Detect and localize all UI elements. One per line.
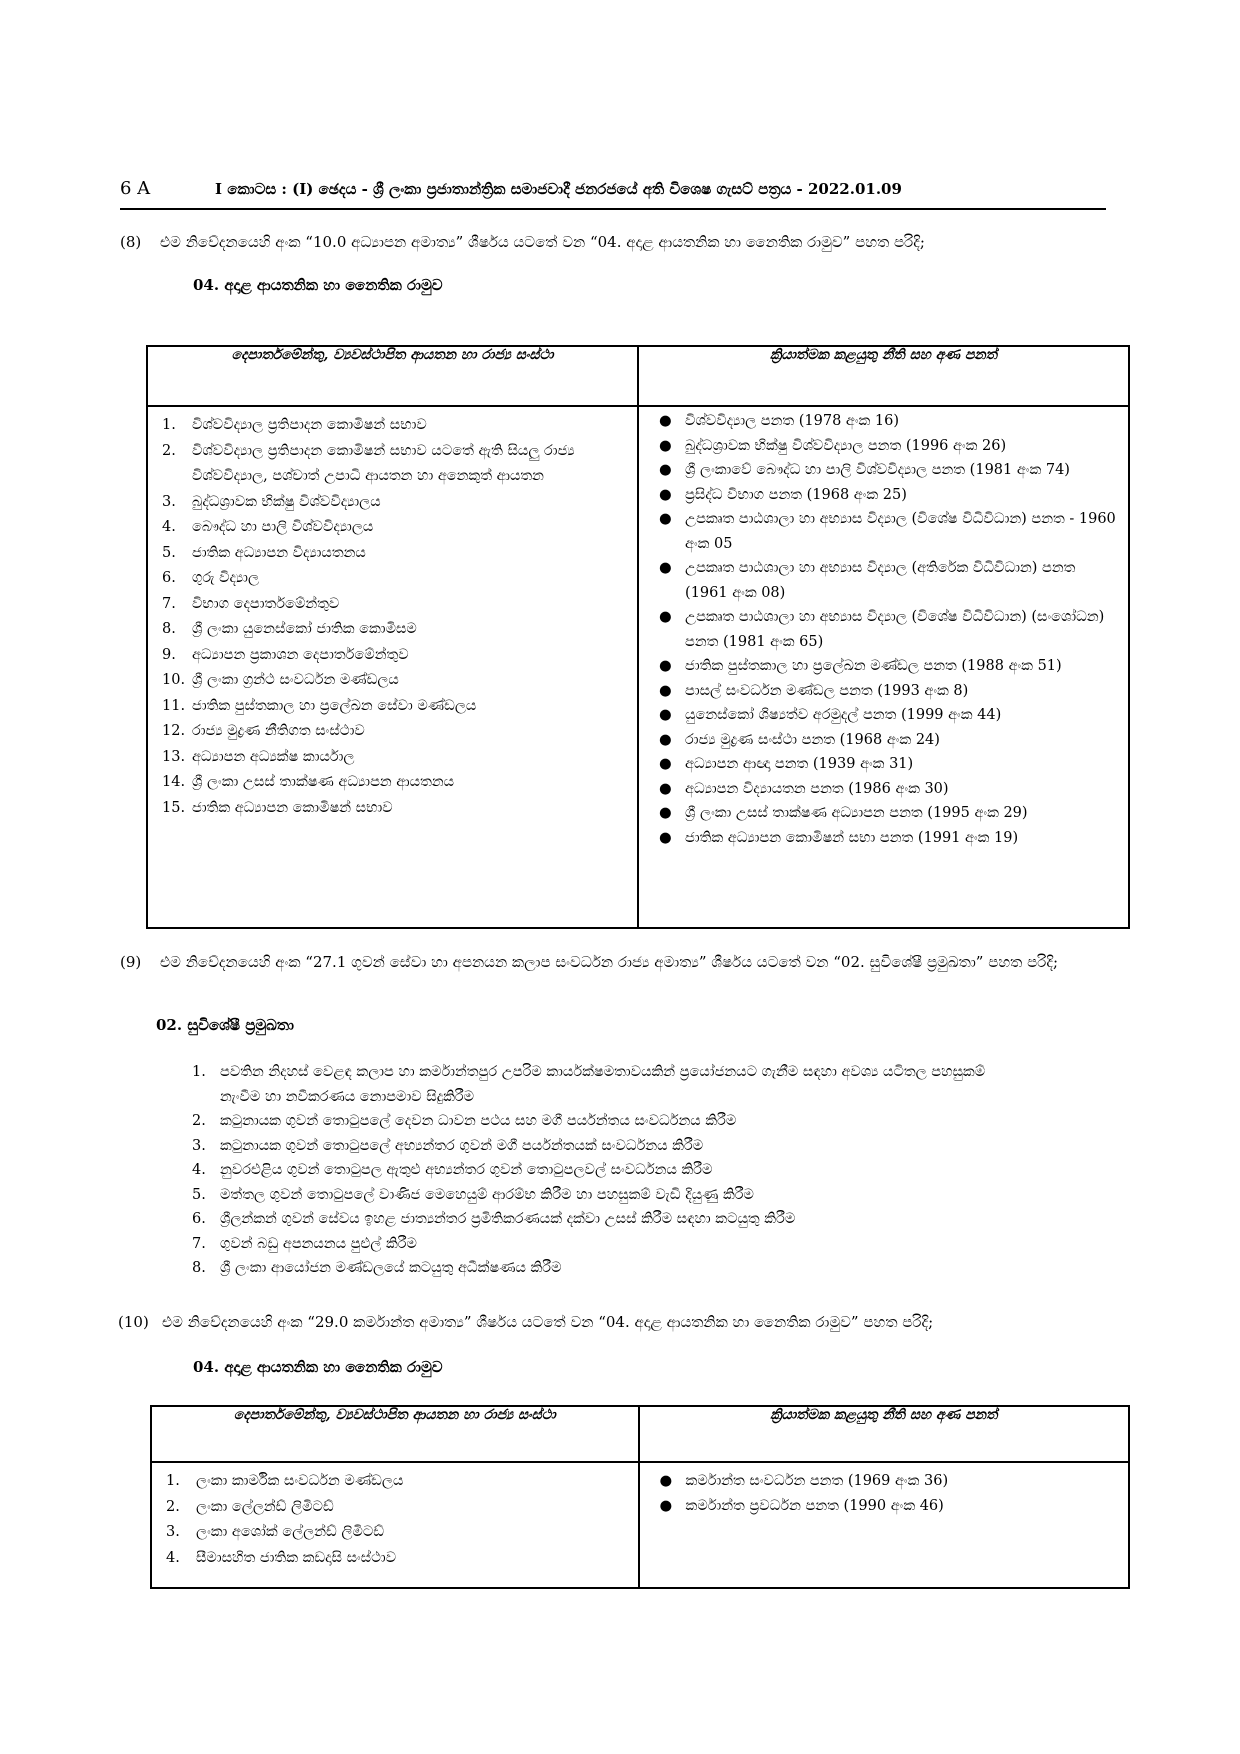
priority-item-number: 4. bbox=[192, 1162, 206, 1178]
bullet-icon: ● bbox=[659, 560, 672, 576]
institution-item-text: බුද්ධශ්‍රාවක භික්ෂු විශ්වවිද්‍යාලය bbox=[192, 493, 381, 510]
item-8-paragraph bbox=[120, 230, 1120, 256]
item-10-col1-header-text: දෙපාර්තමේන්තු, ව්‍යවස්ථාපිත ආයතන හා රාජ්‍ය සංස්ථා bbox=[233, 1407, 556, 1423]
item-8-acts-cell bbox=[638, 406, 1129, 928]
item-9-text: එම නිවේදනයෙහි අංක “27.1 ගුවන් සේවා හා අපනයන කලාප සංවර්ධන රාජ්‍ය අමාත්‍ය” ශීර්ෂය යටතේ වන “02. සුවිශේෂී ප්‍රමුඛතා” පහත පරිදි; bbox=[160, 953, 1059, 971]
act-item-text: බුද්ධශ්‍රාවක භික්ෂු විශ්වවිද්‍යාල පනත (1996 අංක 26) bbox=[685, 437, 1007, 454]
institution-list-item bbox=[166, 1520, 630, 1546]
bullet-icon: ● bbox=[659, 462, 672, 478]
institution-list-item bbox=[166, 1546, 630, 1572]
item-10-number: (10) bbox=[118, 1313, 149, 1331]
act-list-item bbox=[655, 409, 1118, 434]
act-item-text: ජාතික අධ්‍යාපන කොමිෂන් සභා පනත (1991 අංක 19) bbox=[685, 829, 1019, 846]
priority-list-item bbox=[192, 1109, 992, 1134]
page-header bbox=[120, 178, 1106, 210]
item-9-heading: 02. සුවිශේෂී ප්‍රමුඛතා bbox=[156, 1016, 294, 1034]
act-list-item bbox=[655, 801, 1118, 826]
item-10-institutions-cell bbox=[151, 1462, 639, 1588]
item-10-paragraph bbox=[118, 1310, 1128, 1336]
item-8-col2-header: ක්‍රියාත්මක කළයුතු නීති සහ අණ පනත් bbox=[638, 346, 1129, 406]
act-list-item bbox=[656, 1494, 1118, 1519]
institution-item-text: සීමාසහිත ජාතික කඩදාසි සංස්ථාව bbox=[196, 1549, 397, 1566]
item-8-institutions-list bbox=[148, 407, 637, 821]
priority-item-number: 1. bbox=[192, 1064, 206, 1080]
bullet-icon: ● bbox=[659, 682, 672, 699]
institution-list-item bbox=[162, 719, 629, 745]
priority-list-item bbox=[192, 1158, 992, 1183]
institution-item-text: රාජ්‍ය මුද්‍රණ නීතිගත සංස්ථාව bbox=[192, 723, 365, 739]
act-list-item bbox=[655, 752, 1118, 777]
institution-item-text: ශ්‍රී ලංකා උසස් තාක්ෂණ අධ්‍යාපන ආයතනය bbox=[192, 774, 455, 790]
bullet-icon: ● bbox=[659, 1473, 673, 1489]
institution-item-text: ලංකා අශෝක් ලේලන්ඩ් ලිමිටඩ් bbox=[196, 1524, 385, 1540]
institution-list-item bbox=[162, 745, 629, 771]
institution-list-item bbox=[162, 668, 629, 694]
institution-item-text: ජාතික පුස්තකාල හා ප්‍රලේඛන සේවා මණ්ඩලය bbox=[192, 697, 477, 714]
institution-item-number: 11. bbox=[162, 697, 186, 714]
act-list-item bbox=[655, 703, 1118, 728]
gazette-title: I කොටස : (I) ඡෙදය - ශ්‍රී ලංකා ප්‍රජාතාන්ත්‍රික සමාජවාදී ජනරජයේ අති විශෙෂ ගැසට් පත්‍රය - 2022.01.09 bbox=[215, 180, 902, 198]
institution-list-item bbox=[162, 643, 629, 669]
item-8-institutions-cell bbox=[147, 406, 638, 928]
institution-item-number: 10. bbox=[162, 672, 186, 688]
act-list-item bbox=[655, 679, 1118, 704]
institution-list-item bbox=[162, 413, 629, 439]
item-8-framework-table bbox=[146, 345, 1130, 929]
bullet-icon: ● bbox=[659, 486, 672, 503]
act-list-item bbox=[655, 654, 1118, 679]
bullet-icon: ● bbox=[659, 1497, 673, 1514]
institution-list-item bbox=[162, 770, 629, 796]
priority-list-item bbox=[192, 1232, 992, 1257]
bullet-icon: ● bbox=[659, 413, 672, 429]
institution-list-item bbox=[166, 1495, 630, 1521]
priority-list-item bbox=[192, 1134, 992, 1159]
institution-list-item bbox=[162, 617, 629, 643]
bullet-icon: ● bbox=[659, 756, 672, 772]
act-list-item bbox=[655, 826, 1118, 851]
institution-item-text: ලංකා කාර්මික සංවර්ධන මණ්ඩලය bbox=[196, 1473, 404, 1489]
act-item-text: කර්මාන්ත ප්‍රවර්ධන පනත (1990 අංක 46) bbox=[685, 1497, 944, 1514]
bullet-icon: ● bbox=[659, 707, 672, 723]
institution-list-item bbox=[162, 490, 629, 516]
priority-list-item bbox=[192, 1183, 992, 1208]
institution-item-text: අධ්‍යාපන ප්‍රකාශන දෙපාර්තමේන්තුව bbox=[192, 646, 409, 663]
item-10-col2-header: ක්‍රියාත්මක කළයුතු නීති සහ අණ පනත් bbox=[639, 1406, 1129, 1462]
item-8-text: එම නිවේදනයෙහි අංක “10.0 අධ්‍යාපන අමාත්‍ය” ශීර්ෂය යටතේ වන “04. අදාළ ආයතනික හා නෛතික රාමුව” පහත පරිදි; bbox=[160, 233, 925, 251]
priority-item-text: ගුවන් බඩු අපනයනය පුළුල් කිරීම bbox=[220, 1235, 417, 1252]
bullet-icon: ● bbox=[659, 437, 672, 454]
institution-item-number: 8. bbox=[162, 621, 176, 637]
item-10-heading: 04. අදාළ ආයතනික හා නෛතික රාමුව bbox=[193, 1358, 443, 1376]
item-8-acts-list bbox=[639, 407, 1128, 850]
institution-item-number: 3. bbox=[162, 493, 176, 510]
institution-list-item bbox=[166, 1469, 630, 1495]
act-list-item bbox=[655, 605, 1118, 654]
bullet-icon: ● bbox=[659, 658, 672, 674]
item-8-col1-header: දෙපාර්තමේන්තු, ව්‍යවස්ථාපිත ආයතන හා රාජ්‍ය සංස්ථා bbox=[147, 346, 638, 406]
act-list-item bbox=[655, 434, 1118, 459]
priority-item-text: නුවරඑළිය ගුවන් තොටුපල ඇතුළු අභ්‍යන්තර ගුවන් තොටුපලවල් සංවර්ධනය කිරීම bbox=[220, 1162, 713, 1178]
institution-item-number: 9. bbox=[162, 646, 176, 663]
institution-item-number: 3. bbox=[166, 1524, 180, 1540]
priority-item-number: 6. bbox=[192, 1211, 206, 1227]
bullet-icon: ● bbox=[659, 780, 672, 797]
priority-item-number: 8. bbox=[192, 1260, 206, 1276]
institution-list-item bbox=[162, 515, 629, 541]
act-item-text: ශ්‍රී ලංකා උසස් තාක්ෂණ අධ්‍යාපන පනත (1995 අංක 29) bbox=[685, 805, 1028, 821]
act-list-item bbox=[655, 507, 1118, 556]
institution-item-text: විශ්වවිද්‍යාල ප්‍රතිපාදන කොමිෂන් සභාව bbox=[192, 417, 427, 433]
bullet-icon: ● bbox=[659, 805, 672, 821]
priority-item-number: 2. bbox=[192, 1113, 206, 1129]
act-item-text: රාජ්‍ය මුද්‍රණ සංස්ථා පනත (1968 අංක 24) bbox=[685, 731, 940, 748]
act-list-item bbox=[655, 777, 1118, 802]
priority-item-number: 3. bbox=[192, 1137, 206, 1154]
institution-item-text: විභාග දෙපාර්තමේන්තුව bbox=[192, 595, 340, 612]
institution-item-text: විශ්වවිද්‍යාල ප්‍රතිපාදන කොමිෂන් සභාව යටතේ ඇති සියලු රාජ්‍ය විශ්වවිද්‍යාල, පශ්චාත් උපාධි ආයතන හා අනෙකුත් ආයතන bbox=[192, 442, 575, 484]
act-item-text: ප්‍රසිද්ධ විභාග පනත (1968 අංක 25) bbox=[685, 486, 907, 503]
institution-item-number: 6. bbox=[162, 570, 176, 586]
bullet-icon: ● bbox=[659, 609, 672, 625]
institution-item-text: ශ්‍රී ලංකා ග්‍රන්ථ සංවර්ධන මණ්ඩලය bbox=[192, 672, 399, 688]
institution-list-item bbox=[162, 592, 629, 618]
act-list-item bbox=[655, 483, 1118, 508]
institution-item-number: 5. bbox=[162, 544, 176, 561]
act-item-text: යුනෙස්කෝ ශිෂ්‍යත්ව අරමුදල් පනත (1999 අංක 44) bbox=[685, 707, 1002, 723]
item-10-framework-table bbox=[150, 1405, 1130, 1589]
item-9-priorities-list bbox=[192, 1060, 992, 1281]
page-number: 6 A bbox=[120, 178, 151, 199]
institution-item-number: 14. bbox=[162, 774, 186, 790]
priority-item-text: කටුනායක ගුවන් තොටුපලේ අභ්‍යන්තර ගුවන් මගී පර්යන්තයක් සංවර්ධනය කිරීම bbox=[220, 1137, 704, 1154]
institution-item-text: අධ්‍යාපන අධ්‍යක්ෂ කාර්යාල bbox=[192, 748, 355, 765]
institution-item-text: ජාතික අධ්‍යාපන කොමිෂන් සභාව bbox=[192, 799, 393, 816]
item-10-institutions-list bbox=[152, 1463, 638, 1571]
institution-item-text: ශ්‍රී ලංකා යුනෙස්කෝ ජාතික කොමිසම bbox=[192, 621, 417, 637]
priority-item-number: 7. bbox=[192, 1235, 206, 1252]
institution-item-number: 4. bbox=[162, 519, 176, 535]
priority-item-text: ශ්‍රීලන්කන් ගුවන් සේවය ඉහළ ජාත්‍යන්තර ප්‍රමිතිකරණයක් දක්වා උසස් කිරීම සඳහා කටයුතු කිරීම bbox=[220, 1211, 796, 1227]
act-list-item bbox=[655, 458, 1118, 483]
act-list-item bbox=[655, 728, 1118, 753]
act-item-text: කර්මාන්ත සංවර්ධන පනත (1969 අංක 36) bbox=[685, 1473, 949, 1489]
priority-item-text: ශ්‍රී ලංකා ආයෝජන මණ්ඩලයේ කටයුතු අධීක්ෂණය කිරීම bbox=[220, 1260, 562, 1276]
act-item-text: පාසල් සංවර්ධන මණ්ඩල පනත (1993 අංක 8) bbox=[685, 682, 969, 699]
institution-item-number: 4. bbox=[166, 1549, 180, 1566]
item-10-acts-cell bbox=[639, 1462, 1129, 1588]
item-10-col1-header bbox=[151, 1406, 639, 1462]
act-item-text: උපකෘත පාඨශාලා හා අභ්‍යාස විද්‍යාල (අතිරේක විධිවිධාන) පනත (1961 අංක 08) bbox=[685, 560, 1076, 601]
act-list-item bbox=[655, 556, 1118, 605]
act-item-text: ජාතික පුස්තකාල හා ප්‍රලේඛන මණ්ඩල පනත (1988 අංක 51) bbox=[685, 658, 1062, 674]
item-10-acts-list bbox=[640, 1463, 1128, 1518]
bullet-icon: ● bbox=[659, 731, 672, 748]
institution-item-text: බෞද්ධ හා පාලි විශ්වවිද්‍යාලය bbox=[192, 519, 374, 535]
institution-item-text: ජාතික අධ්‍යාපන විද්‍යායතනය bbox=[192, 544, 366, 561]
institution-item-number: 15. bbox=[162, 799, 186, 816]
act-item-text: අධ්‍යාපන විද්‍යායතන පනත (1986 අංක 30) bbox=[685, 780, 949, 797]
institution-item-text: ගුරු විද්‍යාල bbox=[192, 570, 260, 586]
act-item-text: උපකෘත පාඨශාලා හා අභ්‍යාස විද්‍යාල (විශේෂ විධිවිධාන) (සංශෝධන) පනත (1981 අංක 65) bbox=[685, 609, 1105, 650]
institution-item-number: 7. bbox=[162, 595, 176, 612]
institution-item-number: 2. bbox=[162, 442, 176, 459]
act-item-text: උපකෘත පාඨශාලා හා අභ්‍යාස විද්‍යාල (විශේෂ විධිවිධාන) පනත - 1960 අංක 05 bbox=[685, 511, 1116, 552]
item-8-number: (8) bbox=[120, 233, 142, 251]
item-10-text: එම නිවේදනයෙහි අංක “29.0 කර්මාන්ත අමාත්‍ය” ශීර්ෂය යටතේ වන “04. අදාළ ආයතනික හා නෛතික රාමුව” පහත පරිදි; bbox=[162, 1313, 934, 1331]
institution-list-item bbox=[162, 694, 629, 720]
act-item-text: ශ්‍රී ලංකාවේ බෞද්ධ හා පාලි විශ්වවිද්‍යාල පනත (1981 අංක 74) bbox=[685, 462, 1070, 478]
institution-item-number: 13. bbox=[162, 748, 186, 765]
act-item-text: විශ්වවිද්‍යාල පනත (1978 අංක 16) bbox=[685, 413, 900, 429]
institution-list-item bbox=[162, 796, 629, 822]
priority-item-text: පවතින නිදහස් වෙළඳ කලාප හා කර්මාන්තපුර උපරිම කාර්යක්ෂමතාවයකින් ප්‍රයෝජනයට ගැනීම සඳහා අවශ්‍ය යටිතල පහසුකම් නැංවීම හා නවීකරණය නොපමාව සිදුකිරීම bbox=[220, 1064, 986, 1105]
institution-list-item bbox=[162, 439, 629, 490]
priority-item-text: මත්තල ගුවන් තොටුපලේ වාණිජ මෙහෙයුම් ආරම්භ කිරීම හා පහසුකම් වැඩි දියුණු කිරීම bbox=[220, 1186, 754, 1203]
institution-item-number: 1. bbox=[162, 417, 176, 433]
priority-list-item bbox=[192, 1060, 992, 1109]
priority-list-item bbox=[192, 1207, 992, 1232]
institution-item-number: 12. bbox=[162, 723, 186, 739]
priority-list-item bbox=[192, 1256, 992, 1281]
institution-list-item bbox=[162, 566, 629, 592]
item-9-paragraph bbox=[120, 950, 1120, 1002]
act-list-item bbox=[656, 1469, 1118, 1494]
institution-item-text: ලංකා ලේලන්ඩ් ලිමිටඩ් bbox=[196, 1498, 334, 1515]
priority-item-number: 5. bbox=[192, 1186, 206, 1203]
institution-item-number: 2. bbox=[166, 1498, 180, 1515]
institution-list-item bbox=[162, 541, 629, 567]
institution-item-number: 1. bbox=[166, 1473, 180, 1489]
act-item-text: අධ්‍යාපන ආඥා පනත (1939 අංක 31) bbox=[685, 756, 914, 772]
item-9-number: (9) bbox=[120, 953, 142, 971]
item-8-heading: 04. අදාළ ආයතනික හා නෛතික රාමුව bbox=[193, 276, 443, 294]
bullet-icon: ● bbox=[659, 829, 672, 846]
bullet-icon: ● bbox=[659, 511, 672, 527]
priority-item-text: කටුනායක ගුවන් තොටුපලේ දෙවන ධාවන පථය සහ මගී පර්යන්තය සංවර්ධනය කිරීම bbox=[220, 1113, 737, 1129]
